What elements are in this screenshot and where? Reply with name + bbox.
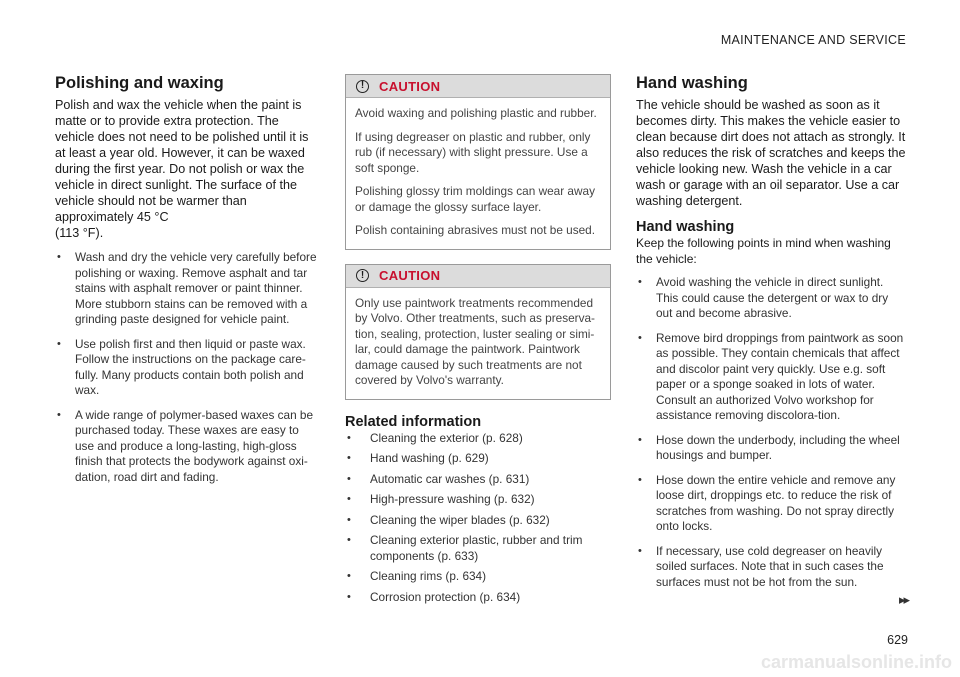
caution-column <box>345 74 611 610</box>
caution-title: CAUTION <box>379 78 441 94</box>
bullet-icon: • <box>57 337 61 350</box>
caution-body <box>346 98 610 249</box>
intro-paragraph: The vehicle should be washed as soon as it becomes dirty. This makes the vehicle easier to clean because dirt does not attach as strongly. It also reduces the risk of scratches and keeps the vehicle looking new. Wash the vehicle in a car wash or garage with an oil separator. Use a car washing detergent. <box>636 98 906 208</box>
bullet-icon: • <box>638 276 642 288</box>
bullet-icon: • <box>347 431 351 444</box>
bullet-icon: • <box>347 534 351 546</box>
caution-header <box>346 265 610 288</box>
caution-paragraph: Polish containing abrasives must not be used. <box>355 223 596 237</box>
related-link[interactable]: • Cleaning rims (p. 634) <box>347 569 487 583</box>
list-item: • Hose down the underbody, including the wheel housings and bumper. <box>638 432 900 462</box>
list-item: • Hose down the entire vehicle and remove any loose dirt, droppings etc. to reduce the risk of scratches from washing. Do not spray directly onto locks. <box>638 472 896 533</box>
subsection-title: Hand washing <box>636 219 735 235</box>
bullet-icon: • <box>347 452 351 464</box>
related-link[interactable]: • High-pressure washing (p. 632) <box>347 492 535 506</box>
bullet-icon: • <box>347 493 351 505</box>
caution-box-waxing <box>345 74 611 250</box>
list-item: • Avoid washing the vehicle in direct sunlight. This could cause the detergent or wax to dry out and become abrasive. <box>638 275 889 320</box>
page-number: 629 <box>887 633 908 647</box>
list-item: • If necessary, use cold degreaser on heavily soiled surfaces. Note that in such cases the surfaces must not be hot from the sun. <box>638 543 884 589</box>
intro-paragraph: Polish and wax the vehicle when the paint is matte or to provide extra protection. The vehicle does not need to be polished until it is at least a year old. However, it can be waxed during the first year. Do not polish or wax the vehicle in direct sunlight. The surface of the vehicle should not be warmer than approximately 45 °C (113 °F). <box>55 98 309 240</box>
related-link[interactable]: • Cleaning exterior plastic, rubber and trim components (p. 633) <box>347 533 583 563</box>
bullet-icon: • <box>57 251 61 263</box>
section-title: Hand washing <box>636 74 748 92</box>
related-link[interactable]: • Hand washing (p. 629) <box>347 451 489 465</box>
caution-paragraph: Polishing glossy trim moldings can wear away or damage the glossy surface layer. <box>355 184 595 214</box>
bullet-icon: • <box>347 570 351 582</box>
warning-icon: ! <box>356 269 369 282</box>
related-title: Related information <box>345 413 482 430</box>
bullet-icon: • <box>347 472 351 485</box>
polishing-section <box>55 74 321 494</box>
bullet-icon: • <box>638 331 642 344</box>
related-link[interactable]: • Cleaning the wiper blades (p. 632) <box>347 512 550 527</box>
caution-title: CAUTION <box>379 268 441 283</box>
watermark: carmanualsonline.info <box>760 652 952 672</box>
bullet-icon: • <box>638 473 642 486</box>
related-link[interactable]: • Automatic car washes (p. 631) <box>347 471 530 486</box>
related-link[interactable]: • Corrosion protection (p. 634) <box>347 589 521 604</box>
related-link[interactable]: • Cleaning the exterior (p. 628) <box>347 430 523 445</box>
list-item: • Remove bird droppings from paintwork as soon as possible. They contain chemicals that affect and discolor paint very quickly. Use e.g. soft paper or a sponge soaked in lots of water. Consult an authorized Volvo workshop for assistance removing discolora-tion. <box>638 330 904 422</box>
caution-header <box>346 75 610 98</box>
list-item: • A wide range of polymer-based waxes can be purchased today. These waxes are easy to use and produce a long-lasting, high-gloss finish that protects the bodywork against oxi-dation, road dirt and fading. <box>57 407 314 484</box>
running-header: MAINTENANCE AND SERVICE <box>720 33 906 47</box>
caution-box-paintwork <box>345 264 611 400</box>
subsection-intro: Keep the following points in mind when washing the vehicle: <box>636 236 891 266</box>
list-item: • Use polish first and then liquid or paste wax. Follow the instructions on the package care-fully. Many products contain both polish and wax. <box>57 336 306 397</box>
caution-paragraph: If using degreaser on plastic and rubber, only rub (if necessary) with slight pressure. Use a soft sponge. <box>355 129 591 175</box>
caution-paragraph: Only use paintwork treatments recommended by Volvo. Other treatments, such as preserva-tion, sealing, protection, luster sealing or simi-lar, could damage the paintwork. Paintwork damage caused by such treatments are not covered by Volvo's warranty. <box>355 295 595 387</box>
continue-arrows-icon: ▸▸ <box>898 592 908 607</box>
warning-icon: ! <box>356 80 369 93</box>
related-links-list <box>345 431 611 606</box>
bullet-icon: • <box>347 513 351 526</box>
bullet-icon: • <box>347 590 351 603</box>
bullet-icon: • <box>638 544 642 557</box>
bullet-list <box>55 250 321 485</box>
hand-washing-section <box>636 74 906 599</box>
bullet-icon: • <box>638 433 642 446</box>
section-title: Polishing and waxing <box>55 74 224 92</box>
bullet-icon: • <box>57 408 61 421</box>
bullet-list <box>636 275 906 590</box>
caution-body <box>346 288 610 399</box>
list-item: • Wash and dry the vehicle very carefully before polishing or waxing. Remove asphalt and tar stains with asphalt remover or paint thinner. More stubborn stains can be removed with a grinding paste designed for vehicle paint. <box>57 250 317 326</box>
caution-paragraph: Avoid waxing and polishing plastic and rubber. <box>355 106 597 120</box>
